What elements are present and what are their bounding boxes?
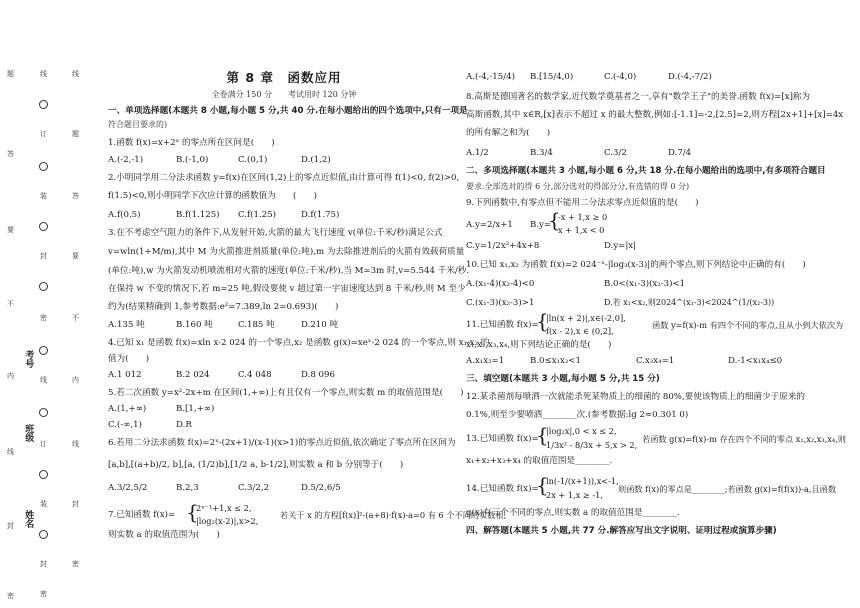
- q7-piece-1: 2ˣ⁻¹+1,x ≤ 2,: [196, 503, 252, 513]
- question-3-line3: (单位:吨),w 为火箭发动机喷流相对火箭的速度(单位:千米/秒).当 M=3m 时,v=5.544 千米/秒.: [108, 266, 470, 276]
- section-heading-fill-in: 三、填空题(本题共 3 小题,每小题 5 分,共 15 分): [466, 374, 660, 384]
- question-8-line2: 高斯函数,其中 x∈R,[x]表示不超过 x 的最大整数,例如:[-1.1]=-2,[2.5]=2,则方程[2x+1]+[x]=4x: [466, 110, 844, 120]
- q8-option-a: A.1/2: [466, 148, 489, 158]
- q6-option-c: C.3/2,2: [238, 483, 270, 493]
- gutter-mark: 内: [7, 372, 14, 380]
- question-4: 4.已知 x₁ 是函数 f(x)=xln x-2 024 的一个零点,x₂ 是函数 g(x)=xeˣ-2 024 的一个零点,则 x₁·x₂ 的: [108, 338, 490, 348]
- gutter-mark: 题: [7, 70, 14, 78]
- q2-option-c: C.f(1.25): [238, 210, 277, 220]
- gutter-mark: 线: [72, 440, 79, 448]
- q1-option-b: B.(-1,0): [176, 155, 209, 165]
- section-heading-solutions: 四、解答题(本题共 5 小题,共 77 分.解答应写出文字说明、证明过程或演算步骤): [466, 526, 777, 536]
- gutter-mark: 密: [7, 592, 14, 600]
- q4-option-a: A.1 012: [108, 370, 142, 380]
- q7-piece-2: |log₂(x-2)|,x>2,: [196, 516, 259, 526]
- gutter-mark: 线: [7, 448, 14, 456]
- student-id-label: 考号: [23, 350, 34, 368]
- piecewise-brace-icon: {: [536, 309, 549, 333]
- q5-option-a: A.(1,+∞): [108, 404, 147, 414]
- gutter-mark-column-middle: [38, 0, 52, 608]
- q11-piece-2: f(x - 2),x ∈ (0,2],: [546, 326, 614, 336]
- page-title: 第 8 章 函数应用: [226, 70, 342, 85]
- q8-option-d: D.7/4: [668, 148, 692, 158]
- question-9: 9.下列函数中,有零点但不能用二分法求零点近似值的是( ): [466, 198, 699, 208]
- q11-option-a: A.x₁x₂=1: [466, 356, 505, 366]
- q11-option-d: D.-1<x₁x₄≤0: [728, 356, 783, 366]
- gutter-mark: 订: [40, 130, 47, 138]
- section-note: 要求.全部选对的得 6 分,部分选对的得部分分,有选错的得 0 分): [466, 182, 690, 191]
- binding-hole-icon: [39, 162, 48, 171]
- q3-option-a: A.135 吨: [108, 320, 145, 330]
- gutter-mark: 封: [7, 522, 14, 530]
- q14-piece-2: 2x + 1,x ≥ -1,: [546, 490, 603, 500]
- gutter-mark: 密: [72, 560, 79, 568]
- binding-hole-icon: [39, 222, 48, 231]
- gutter-mark: 线: [40, 376, 47, 384]
- piecewise-brace-icon: {: [548, 208, 561, 232]
- q9-piece-2: x + 1,x < 0: [558, 225, 605, 235]
- page-subtitle: 全卷满分 150 分 考试用时 120 分钟: [211, 90, 357, 99]
- question-2-line2: f(1.5)<0,则小明同学下次应计算的函数值为 ( ): [108, 191, 317, 201]
- q11-option-b: B.0≤x₁x₂<1: [530, 356, 581, 366]
- question-8-line3: 的所有解之和为( ): [466, 128, 551, 138]
- question-11: 11.已知函数 f(x)=: [466, 320, 539, 330]
- q5-option-b: B.[1,+∞): [176, 404, 215, 414]
- question-14-line2: g(x)有三个不同的零点,则实数 a 的取值范围是________.: [466, 508, 680, 518]
- question-12: 12.某杀菌剂每喷洒一次就能杀死某物质上的细菌的 80%,要使该物质上的细菌少于原来的: [466, 392, 806, 402]
- q1-option-c: C.(0,1): [238, 155, 268, 165]
- q6-option-b: B.2,3: [176, 483, 199, 493]
- question-13: 13.已知函数 f(x)=: [466, 434, 539, 444]
- name-label: 姓名: [23, 510, 34, 528]
- q8-option-b: B.3/4: [530, 148, 553, 158]
- gutter-mark: 答: [72, 192, 79, 200]
- piecewise-brace-icon: {: [186, 500, 199, 524]
- q2-option-d: D.f(1.75): [301, 210, 340, 220]
- question-14: 14.已知函数 f(x)=: [466, 484, 539, 494]
- q3-option-b: B.160 吨: [176, 320, 213, 330]
- binding-hole-icon: [39, 408, 48, 417]
- gutter-mark-column-left: [5, 0, 19, 608]
- question-12-line2: 0.1%,则至少要喷洒________次.(参考数据:lg 2≈0.301 0): [466, 410, 689, 420]
- q4-option-c: C.4 048: [238, 370, 272, 380]
- question-11-line2: x₁,x₂,x₃,x₄,则下列结论正确的是( ): [466, 340, 612, 350]
- question-6-line2: [a,b],[(a+b)/2, b],[a, (1/2)b],[1/2 a, b-1/2],则实数 a 和 b 分别等于( ): [108, 460, 404, 470]
- question-8: 8.高斯是德国著名的数学家,近代数学奠基者之一,享有"数学王子"的美誉.函数 f(x)=[x]称为: [466, 92, 811, 102]
- q4-option-b: B.2 024: [176, 370, 210, 380]
- question-3-line5: 约为(结果精确到 1,参考数据:e²=7.389,ln 2=0.693)( ): [108, 302, 339, 312]
- q5-option-c: C.(-∞,1): [108, 420, 142, 430]
- q7-option-d: D.(-4,-7/2): [668, 72, 712, 82]
- binding-hole-icon: [39, 282, 48, 291]
- q1-option-a: A.(-2,-1): [108, 155, 144, 165]
- q2-option-a: A.f(0.5): [108, 210, 141, 220]
- question-10: 10.已知 x₁,x₂ 为函数 f(x)=2 024⁻ˣ-|log₃(x-3)|的两个零点,则下列结论中正确的有( ): [466, 260, 806, 270]
- q11-piece-1: |ln(x + 2)|,x∈(-2,0],: [546, 313, 626, 323]
- question-1: 1.函数 f(x)=x+2ˣ 的零点所在区间是( ): [108, 138, 275, 148]
- gutter-mark: 不: [7, 300, 14, 308]
- question-3-line4: 在保持 w 不变的情况下,若 m=25 吨,假设要使 v 超过第一宇宙速度达到 8 千米/秒,则 M 至少: [108, 284, 466, 294]
- q11-option-c: C.x₃x₄=1: [636, 356, 675, 366]
- gutter-mark: 订: [40, 440, 47, 448]
- section-heading-single-choice: 一、单项选择题(本题共 8 小题,每小题 5 分,共 40 分.在每小题给出的四个选项中,只有一项是: [108, 106, 468, 116]
- gutter-mark-column-right: [70, 0, 84, 608]
- question-11-condition: 函数 y=f(x)-m 有四个不同的零点,且从小到大依次为: [652, 320, 844, 330]
- q7-option-a: A.(-4,-15/4): [466, 72, 515, 82]
- question-3: 3.在不考虑空气阻力的条件下,从发射开始,火箭的最大飞行速度 v(单位:千米/秒)满足公式: [108, 228, 443, 238]
- gutter-mark: 密: [40, 314, 47, 322]
- q2-option-b: B.f(1.125): [176, 210, 220, 220]
- binding-gutter: [0, 0, 92, 608]
- question-4-line2: 值为( ): [108, 354, 150, 364]
- gutter-mark: 封: [72, 500, 79, 508]
- q10-option-a: A.(x₁-4)(x₂-4)<0: [466, 279, 535, 289]
- question-13-line2: x₁+x₂+x₃+x₄ 的取值范围是________.: [466, 456, 613, 466]
- q14-piece-1: ln(-1/(x+1)),x<-1,: [546, 476, 619, 486]
- question-13-condition: 若函数 g(x)=f(x)-m 存在四个不同的零点 x₁,x₂,x₃,x₄,则: [642, 434, 846, 444]
- gutter-mark: 内: [72, 376, 79, 384]
- gutter-mark: 封: [40, 560, 47, 568]
- q4-option-d: D.8 096: [301, 370, 335, 380]
- question-2: 2.小明同学用二分法求函数 y=f(x)在区间(1,2)上的零点近似值,由计算可得 f(1)<0, f(2)>0,: [108, 173, 460, 183]
- q1-option-d: D.(1,2): [301, 155, 331, 165]
- gutter-mark: 要: [7, 226, 14, 234]
- gutter-mark: 要: [72, 252, 79, 260]
- binding-hole-icon: [39, 530, 48, 539]
- q10-option-b: B.0<(x₁-3)(x₂-3)<1: [604, 279, 686, 289]
- gutter-mark: 线: [40, 70, 47, 78]
- section-note: 符合题目要求的): [108, 120, 168, 129]
- binding-hole-icon: [39, 470, 48, 479]
- q9-piece-1: -x + 1,x ≥ 0: [558, 212, 608, 222]
- q13-piece-1: |log₂x|,0 < x ≤ 2,: [546, 426, 617, 436]
- gutter-mark: 装: [40, 500, 47, 508]
- gutter-mark: 答: [7, 150, 14, 158]
- q5-option-d: D.R: [176, 420, 192, 430]
- gutter-mark: 题: [72, 130, 79, 138]
- q9-option-d: D.y=|x|: [604, 241, 637, 251]
- q9-option-a: A.y=2/x+1: [466, 220, 513, 230]
- piecewise-brace-icon: {: [536, 473, 549, 497]
- q3-option-c: C.185 吨: [238, 320, 275, 330]
- question-3-line2: v=wln(1+M/m),其中 M 为火箭推进剂质量(单位:吨),m 为去除推进剂后的火箭有效载荷质量: [108, 247, 465, 257]
- gutter-mark: 封: [40, 252, 47, 260]
- q10-option-d: D.若 x₁<x₂,则2024^(x₁-3)<2024^(1/(x₂-3)): [604, 298, 775, 307]
- gutter-mark: 装: [40, 192, 47, 200]
- question-6: 6.若用二分法求函数 f(x)=2ˣ-(2x+1)/(x-1)(x>1)的零点近似值,依次确定了零点所在区间为: [108, 438, 456, 448]
- q9-option-c: C.y=1/2x²+4x+8: [466, 241, 540, 251]
- q3-option-d: D.210 吨: [301, 320, 339, 330]
- section-heading-multi-choice: 二、多项选择题(本题共 3 小题,每小题 6 分,共 18 分.在每小题给出的选项中,有多项符合题目: [466, 166, 826, 176]
- gutter-mark: 线: [72, 70, 79, 78]
- q6-option-a: A.3/2,5/2: [108, 483, 148, 493]
- q7-option-b: B.[15/4,0): [530, 72, 574, 82]
- gutter-mark: 不: [72, 314, 79, 322]
- binding-hole-icon: [39, 346, 48, 355]
- gutter-mark: 密: [40, 590, 47, 598]
- question-7-line2: 则实数 a 的取值范围为( ): [108, 530, 220, 540]
- q13-piece-2: 1/3x² - 8/3x + 5,x > 2,: [546, 440, 638, 450]
- question-14-condition: 则函数 f(x)的零点是________;若函数 g(x)=f(f(x))-a,且函数: [618, 484, 837, 494]
- q7-option-c: C.(-4,0): [604, 72, 637, 82]
- question-5: 5.若二次函数 y=x²-2x+m 在区间(1,+∞)上有且仅有一个零点,则实数 m 的取值范围是( ): [108, 388, 464, 398]
- question-7: 7.已知函数 f(x)=: [108, 510, 176, 520]
- question-7-condition: 若关于 x 的方程[f(x)]²-(a+8)·f(x)-a=0 有 6 个不同的实数根,: [280, 510, 507, 520]
- q9-option-b: B.y=: [530, 220, 552, 230]
- q10-option-c: C.(x₁-3)(x₂-3)>1: [466, 298, 535, 308]
- q6-option-d: D.5/2,6/5: [301, 483, 341, 493]
- binding-hole-icon: [39, 100, 48, 109]
- q8-option-c: C.3/2: [604, 148, 627, 158]
- class-label: 班级: [23, 424, 34, 442]
- piecewise-brace-icon: {: [536, 423, 549, 447]
